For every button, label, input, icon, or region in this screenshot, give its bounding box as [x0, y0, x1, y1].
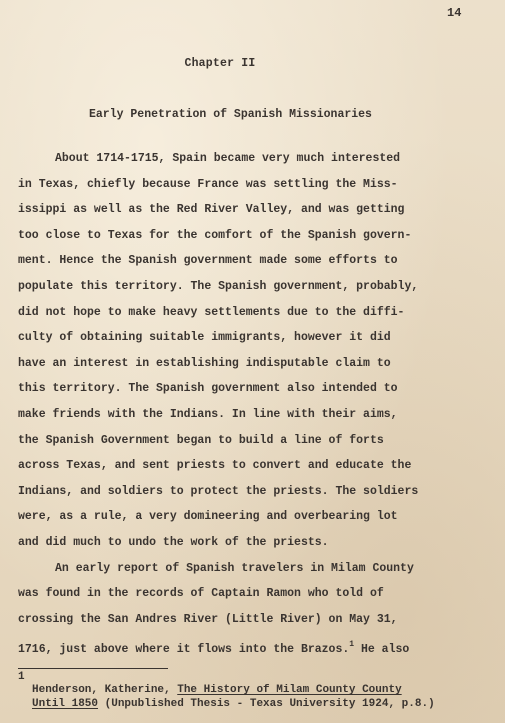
body-line: culty of obtaining suitable immigrants, however it did: [18, 331, 391, 345]
footnote-line-2: [32, 698, 435, 710]
footnote-reference: 1: [349, 640, 355, 650]
footnote-marker: 1: [18, 671, 25, 683]
chapter-title: Chapter II: [184, 57, 256, 70]
body-line: crossing the San Andres River (Little River) on May 31,: [18, 612, 398, 626]
body-line: and did much to undo the work of the priests.: [18, 535, 329, 549]
body-line-with-footnote: [18, 632, 488, 658]
body-line: ment. Hence the Spanish government made some efforts to: [18, 254, 398, 268]
body-line: was found in the records of Captain Ramon who told of: [18, 587, 384, 601]
body-line: across Texas, and sent priests to convert and educate the: [18, 459, 412, 473]
body-line-text: 1716, just above where it flows into the Brazos.: [18, 643, 350, 657]
footnote-line-1: [32, 684, 402, 696]
body-line: About 1714-1715, Spain became very much interested: [55, 152, 401, 165]
footnote-title: The History of Milam County County: [177, 684, 402, 696]
body-line: An early report of Spanish travelers in Milam County: [55, 561, 414, 575]
body-line: make friends with the Indians. In line with their aims,: [18, 407, 398, 421]
body-text: [18, 146, 488, 658]
section-title: Early Penetration of Spanish Missionaries: [89, 108, 372, 121]
body-line-continuation: He also: [354, 643, 410, 657]
body-line: this territory. The Spanish government also intended to: [18, 382, 398, 396]
footnote-author: Henderson, Katherine,: [32, 684, 178, 696]
body-line: were, as a rule, a very domineering and overbearing lot: [18, 510, 398, 524]
footnote-citation: (Unpublished Thesis - Texas University 1924, p.8.): [98, 698, 435, 710]
footnote-divider: [18, 668, 168, 669]
body-line: did not hope to make heavy settlements due to the diffi-: [18, 305, 405, 319]
body-line: the Spanish Government began to build a line of forts: [18, 433, 384, 447]
body-line: have an interest in establishing indisputable claim to: [18, 356, 391, 370]
footnote-title-continued: Until 1850: [32, 698, 99, 710]
body-line: issippi as well as the Red River Valley, and was getting: [18, 203, 405, 217]
page-number: 14: [447, 6, 462, 20]
body-line: in Texas, chiefly because France was settling the Miss-: [18, 177, 398, 191]
body-line: Indians, and soldiers to protect the priests. The soldiers: [18, 484, 419, 498]
body-line: too close to Texas for the comfort of the Spanish govern-: [18, 228, 412, 242]
body-line: populate this territory. The Spanish government, probably,: [18, 279, 419, 293]
